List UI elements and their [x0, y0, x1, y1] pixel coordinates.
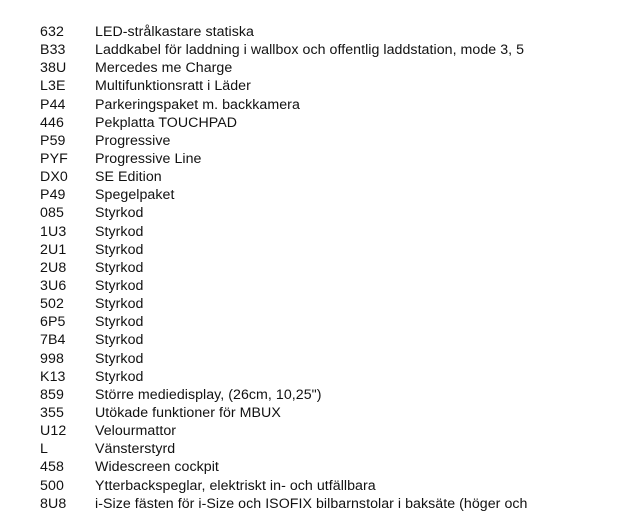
- option-description: LED-strålkastare statiska: [95, 24, 254, 40]
- option-code: 355: [40, 404, 64, 421]
- option-code: P44: [40, 96, 66, 113]
- option-description: Multifunktionsratt i Läder: [95, 78, 251, 95]
- option-code: 859: [40, 386, 64, 403]
- option-description: Styrkod: [95, 296, 144, 313]
- option-description: Styrkod: [95, 314, 144, 331]
- option-description: Mercedes me Charge: [95, 60, 233, 77]
- option-description: Styrkod: [95, 205, 144, 222]
- option-description: Styrkod: [95, 368, 144, 385]
- option-description: Större mediedisplay, (26cm, 10,25"): [95, 386, 322, 403]
- option-code: B33: [40, 42, 66, 59]
- option-description: Ytterbackspeglar, elektriskt in- och utfällbara: [95, 477, 376, 494]
- option-code: 1U3: [40, 223, 67, 240]
- option-description: Parkeringspaket m. backkamera: [95, 96, 300, 113]
- option-description: Widescreen cockpit: [95, 459, 219, 476]
- option-code: P59: [40, 132, 66, 149]
- option-description: i-Size fästen för i-Size och ISOFIX bilbarnstolar i baksäte (höger och: [95, 495, 528, 512]
- option-code: PYF: [40, 150, 68, 167]
- option-description: Progressive Line: [95, 150, 202, 167]
- option-code: L: [40, 441, 48, 458]
- option-code: 6P5: [40, 314, 66, 331]
- option-code: 458: [40, 459, 64, 476]
- option-description: Vänsterstyrd: [95, 441, 176, 458]
- option-description: Pekplatta TOUCHPAD: [95, 114, 238, 131]
- option-description: Styrkod: [95, 259, 144, 276]
- option-description: Laddkabel för laddning i wallbox och offentlig laddstation, mode 3, 5: [95, 42, 525, 59]
- option-code: 3U6: [40, 277, 67, 294]
- option-code: DX0: [40, 169, 68, 186]
- option-description: SE Edition: [95, 169, 162, 186]
- option-code: L3E: [40, 78, 66, 95]
- option-description: Spegelpaket: [95, 187, 175, 204]
- option-code: 632: [40, 24, 64, 40]
- option-description: Styrkod: [95, 223, 144, 240]
- option-description: Styrkod: [95, 277, 144, 294]
- option-description: Progressive: [95, 132, 171, 149]
- option-code: 085: [40, 205, 64, 222]
- option-code: 998: [40, 350, 64, 367]
- option-code: 7B4: [40, 332, 66, 349]
- option-description: Styrkod: [95, 332, 144, 349]
- option-code: U12: [40, 423, 67, 440]
- option-description: Styrkod: [95, 241, 144, 258]
- option-code: 8U8: [40, 495, 67, 512]
- option-code: K13: [40, 368, 66, 385]
- option-description: Styrkod: [95, 350, 144, 367]
- option-code: 502: [40, 296, 64, 313]
- option-code: 38U: [40, 60, 67, 77]
- option-description: Utökade funktioner för MBUX: [95, 404, 281, 421]
- option-description: Velourmattor: [95, 423, 177, 440]
- option-code: 446: [40, 114, 64, 131]
- option-code: 500: [40, 477, 64, 494]
- option-code: 2U8: [40, 259, 67, 276]
- option-code: P49: [40, 187, 66, 204]
- option-code: 2U1: [40, 241, 67, 258]
